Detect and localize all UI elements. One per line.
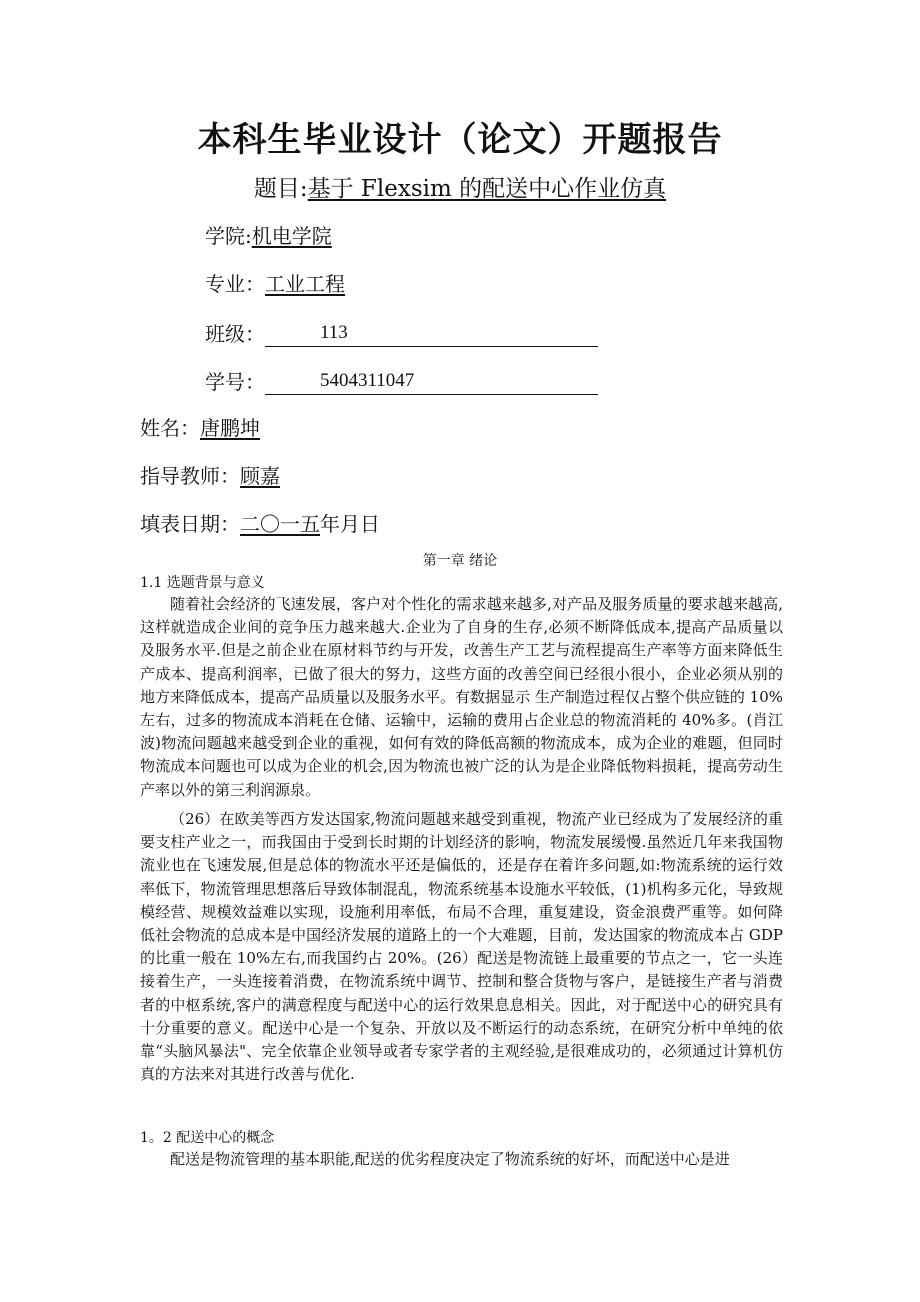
name-value: 唐鹏坤 [200, 416, 260, 440]
student-id-value: 5404311047 [320, 370, 415, 391]
major-value: 工业工程 [265, 272, 345, 296]
major-label: 专业： [205, 272, 265, 296]
report-title: 本科生毕业设计（论文）开题报告 [197, 120, 723, 160]
date-label: 填表日期： [140, 512, 240, 536]
advisor-value: 顾嘉 [240, 464, 280, 488]
major-field [205, 268, 345, 297]
body-paragraph: 随着社会经济的飞速发展，客户对个性化的需求越来越多,对产品及服务质量的要求越来越高,这样就造成企业间的竞争压力越来越大.企业为了自身的生存,必须不断降低成本,提高产品质量以及服务水平.但是之前企业在原材料节约与开发，改善生产工艺与流程提高生产率等方面来降低生产成本、提高利润率，已做了很大的努力，这些方面的改善空间已经很小很小，企业必须从别的地方来降低成本，提高产品质量以及服务水平。有数据显示 生产制造过程仅占整个供应链的 10%左右，过多的物流成本消耗在仓储、运输中，运输的费用占企业总的物流消耗的 40%多。(肖江波)物流问题越来越受到企业的重视，如何有效的降低高额的物流成本，成为企业的难题，但同时物流成本问题也可以成为企业的机会,因为物流也被广泛的认为是企业降低物料损耗，提高劳动生产率以外的第三利润源泉。 [140, 595, 783, 799]
advisor-label: 指导教师： [140, 464, 240, 488]
body-paragraph: 配送是物流管理的基本职能,配送的优劣程度决定了物流系统的好坏，而配送中心是进 [170, 1150, 730, 1168]
section-heading: 1。2 配送中心的概念 [140, 1130, 275, 1146]
date-suffix: 年月日 [320, 512, 380, 536]
class-label: 班级： [205, 322, 265, 346]
student-id-line [265, 370, 598, 395]
college-value: 机电学院 [251, 224, 332, 248]
thesis-topic [0, 170, 920, 203]
name-label: 姓名： [140, 416, 200, 440]
student-id-label: 学号： [205, 370, 265, 394]
student-id-field [205, 366, 598, 395]
body-paragraph: （26）在欧美等西方发达国家,物流问题越来越受到重视，物流产业已经成为了发展经济的重要支柱产业之一，而我国由于受到长时期的计划经济的影响，物流发展缓慢.虽然近几年来我国物流业也在飞速发展,但是总体的物流水平还是偏低的，还是存在着许多问题,如:物流系统的运行效率低下，物流管理思想落后导致体制混乱，物流系统基本设施水平较低，(1)机构多元化，导致规模经营、规模效益难以实现，设施利用率低，布局不合理，重复建设，资金浪费严重等。如何降低社会物流的总成本是中国经济发展的道路上的一个大难题，目前，发达国家的物流成本占 GDP 的比重一般在 10%左右,而我国约占 20%。(26）配送是物流链上最重要的节点之一，它一头连接着生产，一头连接着消费，在物流系统中调节、控制和整合货物与客户，是链接生产者与消费者的中枢系统,客户的满意程度与配送中心的运行效果息息相关。因此，对于配送中心的研究具有十分重要的意义。配送中心是一个复杂、开放以及不断运行的动态系统，在研究分析中单纯的依靠“头脑风暴法"、完全依靠企业领导或者专家学者的主观经验,是很难成功的，必须通过计算机仿真的方法来对其进行改善与优化. [140, 810, 783, 1084]
chapter-title: 第一章 绪论 [422, 553, 498, 569]
topic-value: 基于 Flexsim 的配送中心作业仿真 [307, 176, 667, 202]
college-label: 学院: [205, 224, 252, 248]
name-field [140, 412, 260, 441]
date-value: 二〇一五 [240, 512, 320, 536]
class-value: 113 [320, 322, 348, 343]
section-heading: 1.1 选题背景与意义 [140, 575, 265, 591]
advisor-field [140, 460, 280, 489]
class-line [265, 322, 598, 347]
class-field [205, 318, 598, 347]
topic-label: 题目: [253, 176, 308, 202]
college-field [205, 220, 332, 249]
date-field [140, 508, 380, 537]
